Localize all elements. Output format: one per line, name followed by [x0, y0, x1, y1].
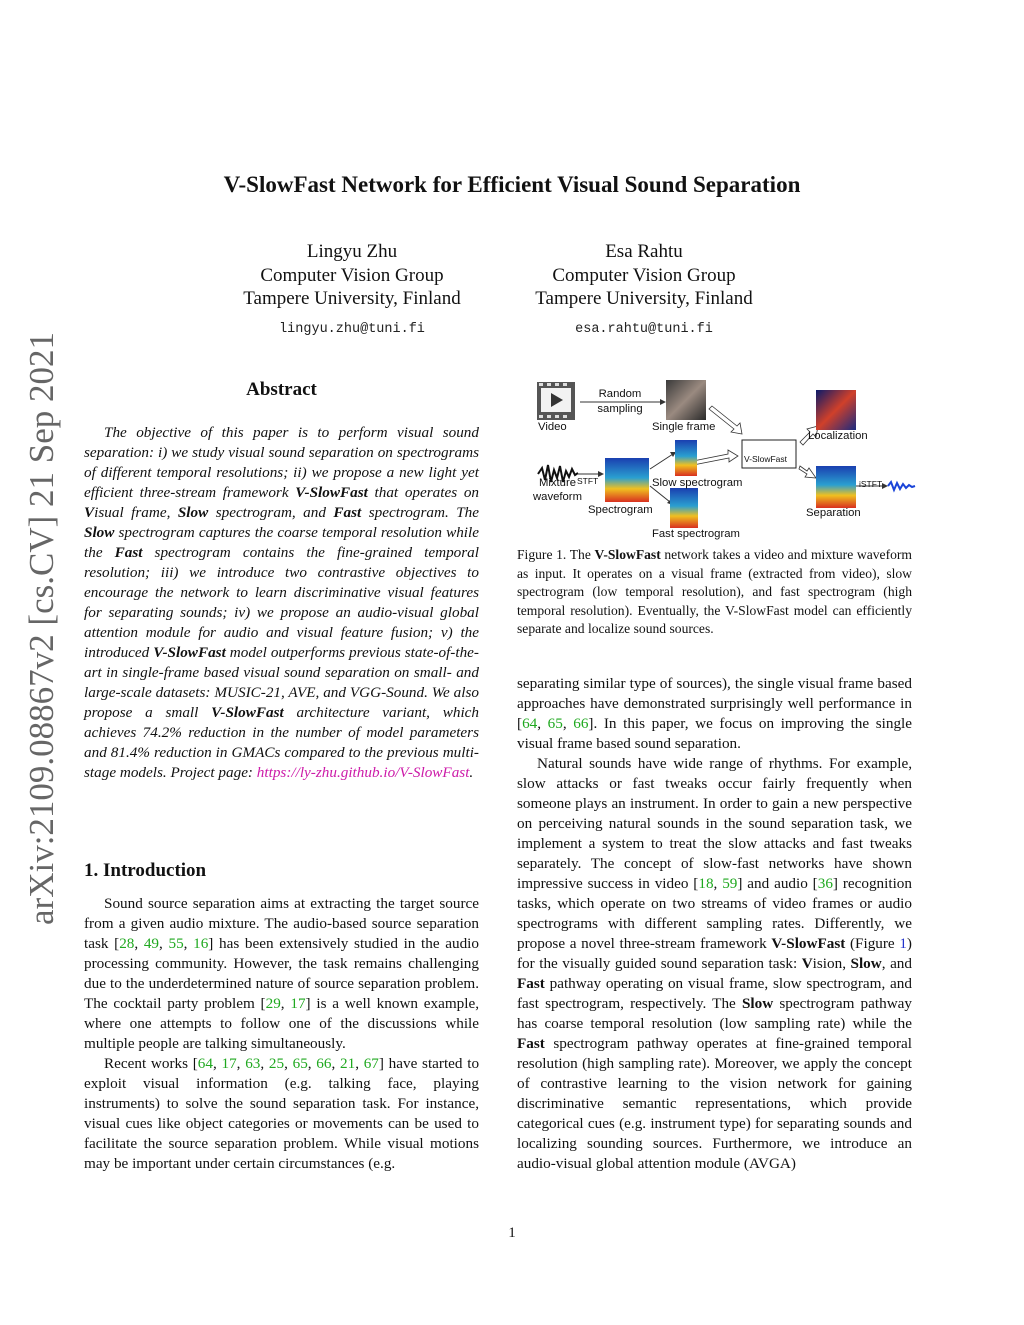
introduction-body — [84, 894, 479, 1174]
right-paragraph-2: Natural sounds have wide range of rhythms. For example, slow attacks or fast tweaks occur fairly frequently when someone plays an instrument. In order to gain a new perspective on perceiving natural sounds in the sound separation task, we implement a system to treat the slow attacks and fast tweaks separately. The concept of slow-fast networks have shown impressive success in video [18, 59] and audio [36] recognition tasks, which operate on two streams of video frames or audio spectrograms with different sampling rates. Differently, we propose a novel three-stream framework V-SlowFast (Figure 1) for the visually guided sound separation task: Vision, Slow, and Fast pathway operating on visual frame, slow spectrogram, and fast spectrogram, respectively. The Slow spectrogram pathway has coarse temporal resolution (low sampling rate) while the Fast spectrogram pathway operates at fine-grained temporal resolution (high sampling rate). Moreover, we apply the concept of contrastive learning to the vision network for gaining discriminative semantic representations, which provide categorical cues (e.g. instrument type) for separating sounds and localizing sounding sources. Furthermore, we introduce an audio-visual global attention module (AVGA) — [517, 755, 912, 1172]
label-stft: STFT — [577, 476, 599, 486]
page-number: 1 — [508, 1225, 516, 1241]
citation-link[interactable]: 55 — [168, 935, 184, 952]
figure-1-diagram — [520, 374, 920, 546]
citation-link[interactable]: 66 — [573, 715, 589, 732]
author-email[interactable]: lingyu.zhu@tuni.fi — [279, 321, 425, 337]
citation-link[interactable]: 25 — [268, 1055, 285, 1072]
label-separation: Separation — [806, 507, 861, 519]
author-name: Lingyu Zhu — [306, 241, 398, 262]
label-istft: iSTFT — [859, 479, 883, 489]
separation-spectrogram-image — [816, 466, 856, 508]
citation-link[interactable]: 65 — [292, 1055, 308, 1072]
citation-link[interactable]: 59 — [722, 875, 738, 892]
localization-image — [816, 390, 856, 430]
label-single-frame: Single frame — [652, 421, 716, 433]
figure-ref-link[interactable]: 1 — [899, 935, 907, 952]
right-column-body — [517, 674, 912, 1174]
author-block-1 — [192, 240, 512, 341]
figure-1-caption: Figure 1. The V-SlowFast network takes a video and mixture waveform as input. It operates on a visual frame (extracted from video), slow spectrogram (low temporal resolution), and fast spectrogram (high temporal resolution). Eventually, the V-SlowFast model can efficiently separate and localize sound sources. — [517, 547, 912, 636]
label-localization: Localization — [808, 430, 868, 442]
project-page-link[interactable]: https://ly-zhu.github.io/V-SlowFast — [256, 764, 470, 781]
label-mixture-waveform: Mixture waveform — [533, 477, 582, 503]
label-slow-spectrogram: Slow spectrogram — [652, 477, 743, 489]
label-spectrogram: Spectrogram — [588, 504, 653, 516]
paper-title: V-SlowFast Network for Efficient Visual Sound Separation — [223, 172, 801, 197]
slow-spectrogram-image — [675, 440, 697, 476]
intro-paragraph-1: Sound source separation aims at extracting the target source from a given audio mixture. The audio-based source separation task [28, 49, 55, 16] has been extensively studied in the audio processing community. However, the task remains challenging due to the underdetermined nature of source separation problem. The cocktail party problem [29, 17] is a well known example, where one attempts to follow one of the discussions while multiple people are talking simultaneously. — [84, 895, 480, 1052]
intro-paragraph-2: Recent works [64, 17, 63, 25, 65, 66, 21, 67] have started to exploit visual information (e.g. talking face, playing instruments) to solve the sound separation task. For instance, visual cues like object categories or movements can be used to facilitate the source separation problem. While visual motions may be important under certain circumstances (e.g. — [84, 1055, 480, 1172]
author-group: Computer Vision Group — [260, 264, 444, 286]
spectrogram-image — [605, 458, 649, 502]
citation-link[interactable]: 49 — [143, 935, 160, 952]
author-group: Computer Vision Group — [552, 264, 736, 286]
abstract-heading: Abstract — [246, 379, 317, 400]
figure-1 — [520, 374, 920, 546]
citation-link[interactable]: 64 — [522, 715, 538, 732]
citation-link[interactable]: 18 — [698, 875, 714, 892]
author-name: Esa Rahtu — [605, 241, 683, 262]
citation-link[interactable]: 16 — [193, 935, 209, 952]
citation-link[interactable]: 64 — [197, 1055, 213, 1072]
label-random-sampling: Random sampling — [597, 388, 643, 415]
right-paragraph-continued: separating similar type of sources), the single visual frame based approaches have demonstrated surprisingly well performance in [64, 65, 66]. In this paper, we focus on improving the single visual frame based sound separation. — [517, 675, 912, 752]
label-vslowfast: V-SlowFast — [744, 454, 787, 464]
introduction-heading: 1. Introduction — [84, 860, 207, 881]
label-video: Video — [538, 421, 567, 433]
output-waveform-graphic — [888, 482, 915, 490]
citation-link[interactable]: 36 — [817, 875, 833, 892]
author-affiliation: Tampere University, Finland — [243, 288, 461, 309]
label-fast-spectrogram: Fast spectrogram — [652, 528, 740, 540]
citation-link[interactable]: 17 — [221, 1055, 237, 1072]
citation-link[interactable]: 67 — [363, 1055, 379, 1072]
citation-link[interactable]: 29 — [265, 995, 281, 1012]
author-block-2 — [484, 240, 804, 341]
author-affiliation: Tampere University, Finland — [535, 288, 753, 309]
single-frame-image — [666, 380, 706, 420]
citation-link[interactable]: 21 — [340, 1055, 356, 1072]
arxiv-identifier: arXiv:2109.08867v2 [cs.CV] 21 Sep 2021 — [22, 331, 61, 925]
citation-link[interactable]: 63 — [245, 1055, 261, 1072]
abstract-paragraph: The objective of this paper is to perform visual sound separation: i) we study visual sound separation on spectrograms of different temporal resolutions; ii) we propose a new light yet efficient three-stream framework V-SlowFast that operates on Visual frame, Slow spectrogram, and Fast spectrogram. The Slow spectrogram captures the coarse temporal resolution while the Fast spectrogram contains the fine-grained temporal resolution; iii) we introduce two contrastive objectives to encourage the network to learn discriminative visual features for separating sounds; iv) we propose an audio-visual global attention module for audio and visual feature fusion; v) the introduced V-SlowFast model outperforms previous state-of-the-art in single-frame based visual sound separation on small- and large-scale datasets: MUSIC-21, AVE, and VGG-Sound. We also propose a small V-SlowFast architecture variant, which achieves 74.2% reduction in the number of model parameters and 81.4% reduction in GMACs compared to the previous multi-stage models. Project page: https://ly-zhu.github.io/V-SlowFast. — [84, 424, 480, 781]
author-email[interactable]: esa.rahtu@tuni.fi — [575, 321, 713, 337]
abstract-body — [84, 423, 479, 783]
citation-link[interactable]: 17 — [290, 995, 306, 1012]
fast-spectrogram-image — [670, 488, 698, 528]
citation-link[interactable]: 28 — [119, 935, 135, 952]
video-icon — [537, 382, 575, 420]
citation-link[interactable]: 65 — [547, 715, 563, 732]
citation-link[interactable]: 66 — [316, 1055, 332, 1072]
